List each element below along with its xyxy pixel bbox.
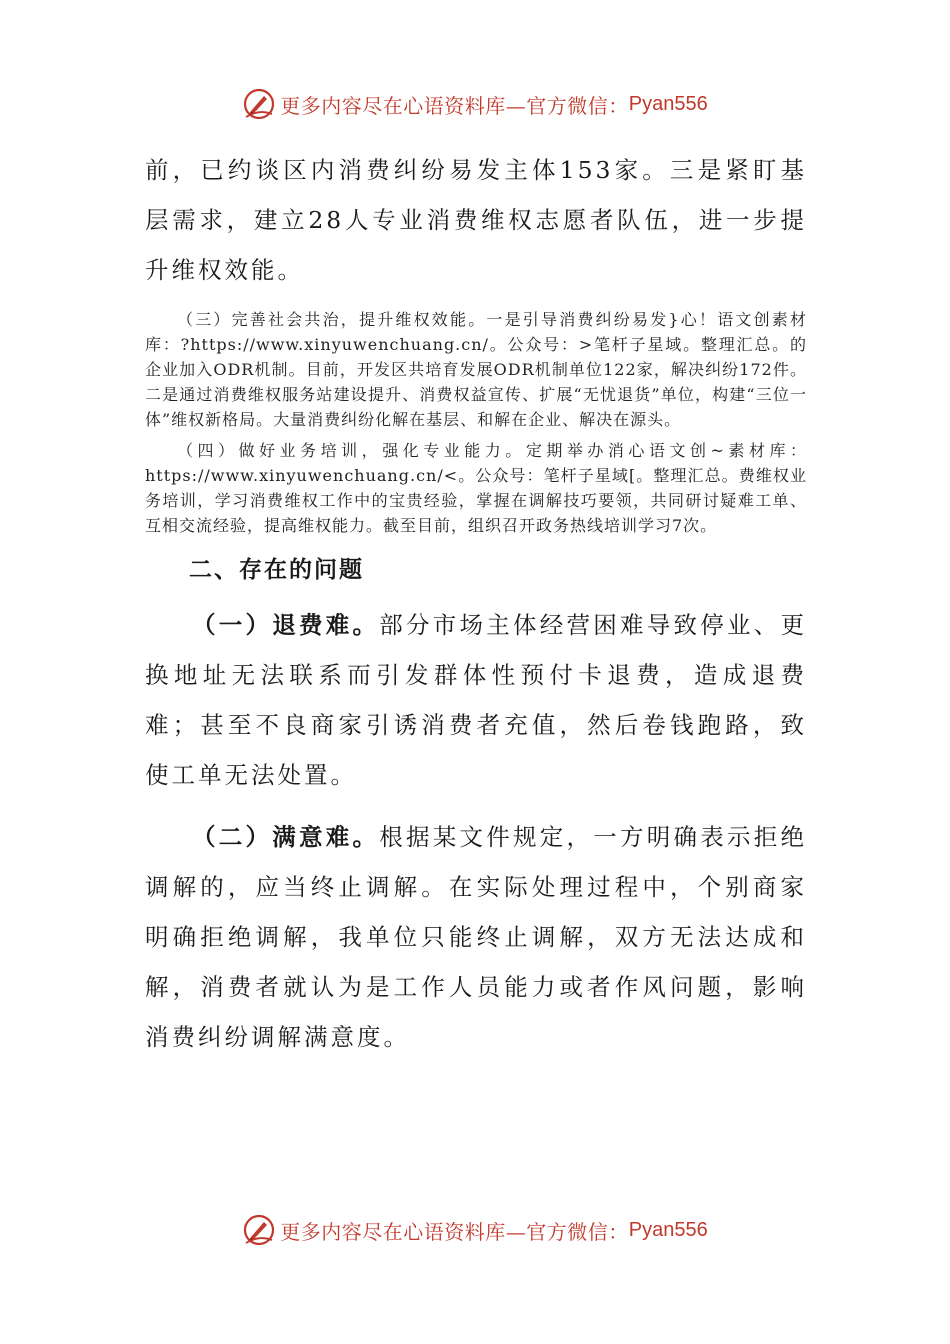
intro-paragraph: 前，已约谈区内消费纠纷易发主体153家。三是紧盯基层需求，建立28人专业消费维权志愿者队伍，进一步提升维权效能。 (145, 156, 807, 284)
pen-logo-icon (242, 87, 276, 121)
watermark-banner-top (0, 84, 950, 124)
section-heading-problems: 二、存在的问题 (189, 557, 364, 583)
watermark-banner-bottom (0, 1210, 950, 1250)
problem-2-paragraph (145, 812, 807, 1062)
problem-2-text: 根据某文件规定，一方明确表示拒绝调解的，应当终止调解。在实际处理过程中，个别商家明确拒绝调解，我单位只能终止调解，双方无法达成和解，消费者就认为是工作人员能力或者作风问题，影响消费纠纷调解满意度。 (145, 823, 807, 1051)
watermark-text: 更多内容尽在心语资料库—官方微信： (280, 93, 629, 118)
pen-logo-icon (242, 1213, 276, 1247)
document-body (145, 145, 807, 1062)
watermark-id: Pyan556 (628, 92, 708, 115)
problem-1-title: （一）退费难。 (192, 611, 380, 639)
watermark-text: 更多内容尽在心语资料库—官方微信： (280, 1219, 629, 1244)
watermark-id: Pyan556 (628, 1218, 708, 1241)
problem-1-paragraph (145, 600, 807, 800)
problem-1-text: 部分市场主体经营困难导致停业、更换地址无法联系而引发群体性预付卡退费，造成退费难；甚至不良商家引诱消费者充值，然后卷钱跑路，致使工单无法处置。 (145, 611, 807, 789)
section-3-paragraph: （三）完善社会共治，提升维权效能。一是引导消费纠纷易发}心！语文创素材库：?https://www.xinyuwenchuang.cn/。公众号：>笔杆子星域。整理汇总。的企业加入ODR机制。目前，开发区共培育发展ODR机制单位122家，解决纠纷172件。二是通过消费维权服务站建设提升、消费权益宣传、扩展“无忧退货”单位，构建“三位一体”维权新格局。大量消费纠纷化解在基层、和解在企业、解决在源头。 (145, 310, 807, 429)
problem-2-title: （二）满意难。 (192, 823, 380, 851)
section-4-paragraph: （四）做好业务培训，强化专业能力。定期举办消心语文创~素材库：https://www.xinyuwenchuang.cn/<。公众号：笔杆子星域[。整理汇总。费维权业务培训，学习消费维权工作中的宝贵经验，掌握在调解技巧要领，共同研讨疑难工单、互相交流经验，提高维权能力。截至目前，组织召开政务热线培训学习7次。 (145, 441, 807, 535)
